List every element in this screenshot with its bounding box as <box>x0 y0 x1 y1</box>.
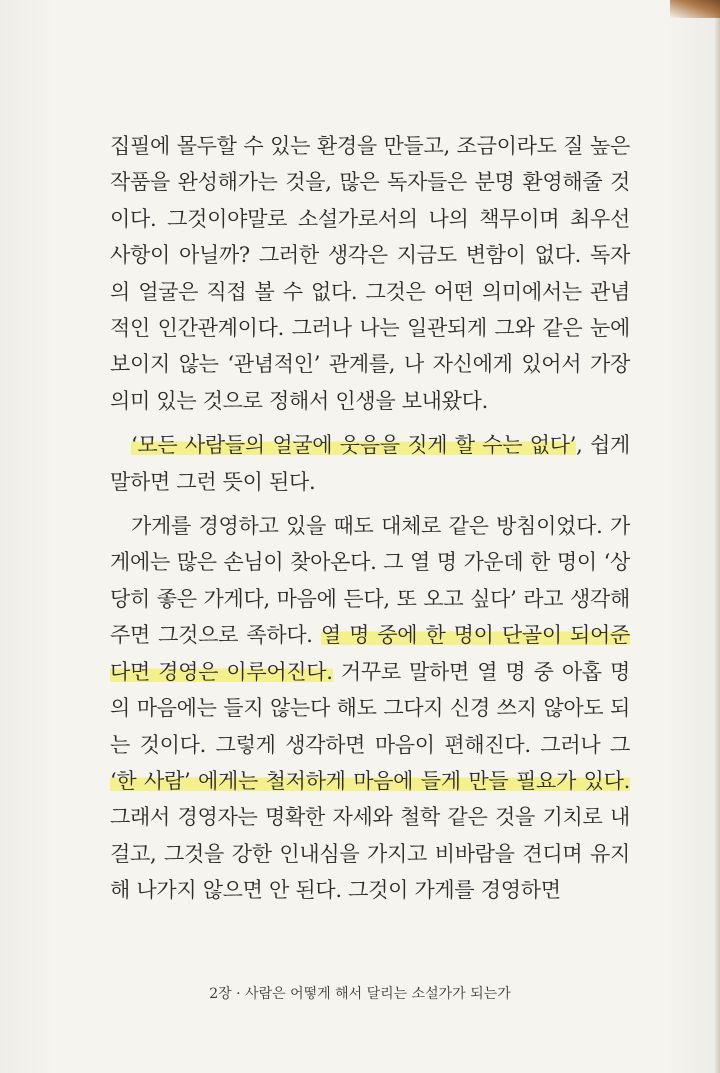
highlighted-sentence-2: ‘한 사람’ 에게는 철저하게 마음에 들게 만들 필요가 있다. <box>110 768 630 793</box>
paragraph-3-text-c: 그래서 경영자는 명확한 자세와 철학 같은 것을 기치로 내걸고, 그것을 강한 인내심을 가지고 비바람을 견디며 유지해 나가지 않으면 안 된다. 그것이 가게를 경영하면 <box>110 805 630 903</box>
paragraph-1 <box>110 128 630 419</box>
page-corner-shadow <box>670 0 720 18</box>
paragraph-2-text: , 쉽게 말하면 그런 뜻이 된다. <box>110 433 630 494</box>
page-edge-shadow <box>714 0 720 1073</box>
body-text <box>110 128 630 909</box>
highlighted-sentence-1: 열 명 중에 한 명이 단골이 되어준다면 경영은 이루어진다. <box>110 623 630 684</box>
paragraph-1-text: 집필에 몰두할 수 있는 환경을 만들고, 조금이라도 질 높은 작품을 완성해가는 것을, 많은 독자들은 분명 환영해줄 것이다. 그것이야말로 소설가로서의 나의 책무이며 최우선 사항이 아닐까? 그러한 생각은 지금도 변함이 없다. 독자의 얼굴은 직접 볼 수 없다. 그것은 어떤 의미에서는 관념적인 인간관계이다. 그러나 나는 일관되게 그와 같은 눈에 보이지 않는 ‘관념적인’ 관계를, 나 자신에게 있어서 가장 의미 있는 것으로 정해서 인생을 보내왔다. <box>110 134 630 413</box>
paragraph-2 <box>110 427 630 500</box>
paragraph-3 <box>110 508 630 908</box>
paragraph-3-text-b: 거꾸로 말하면 열 명 중 아홉 명의 마음에는 들지 않는다 해도 그다지 신경 쓰지 않아도 되는 것이다. 그렇게 생각하면 마음이 편해진다. 그러나 그 <box>110 659 630 757</box>
highlighted-quote: ‘모든 사람들의 얼굴에 웃음을 짓게 할 수는 없다’ <box>131 433 577 458</box>
paragraph-3-text-a: 가게를 경영하고 있을 때도 대체로 같은 방침이었다. 가게에는 많은 손님이 찾아온다. 그 열 명 가운데 한 명이 ‘상당히 좋은 가게다, 마음에 든다, 또 오고 싶다’ 라고 생각해주면 그것으로 족하다. <box>110 514 630 648</box>
running-footer: 2장 · 사람은 어떻게 해서 달리는 소설가가 되는가 <box>209 986 511 1002</box>
